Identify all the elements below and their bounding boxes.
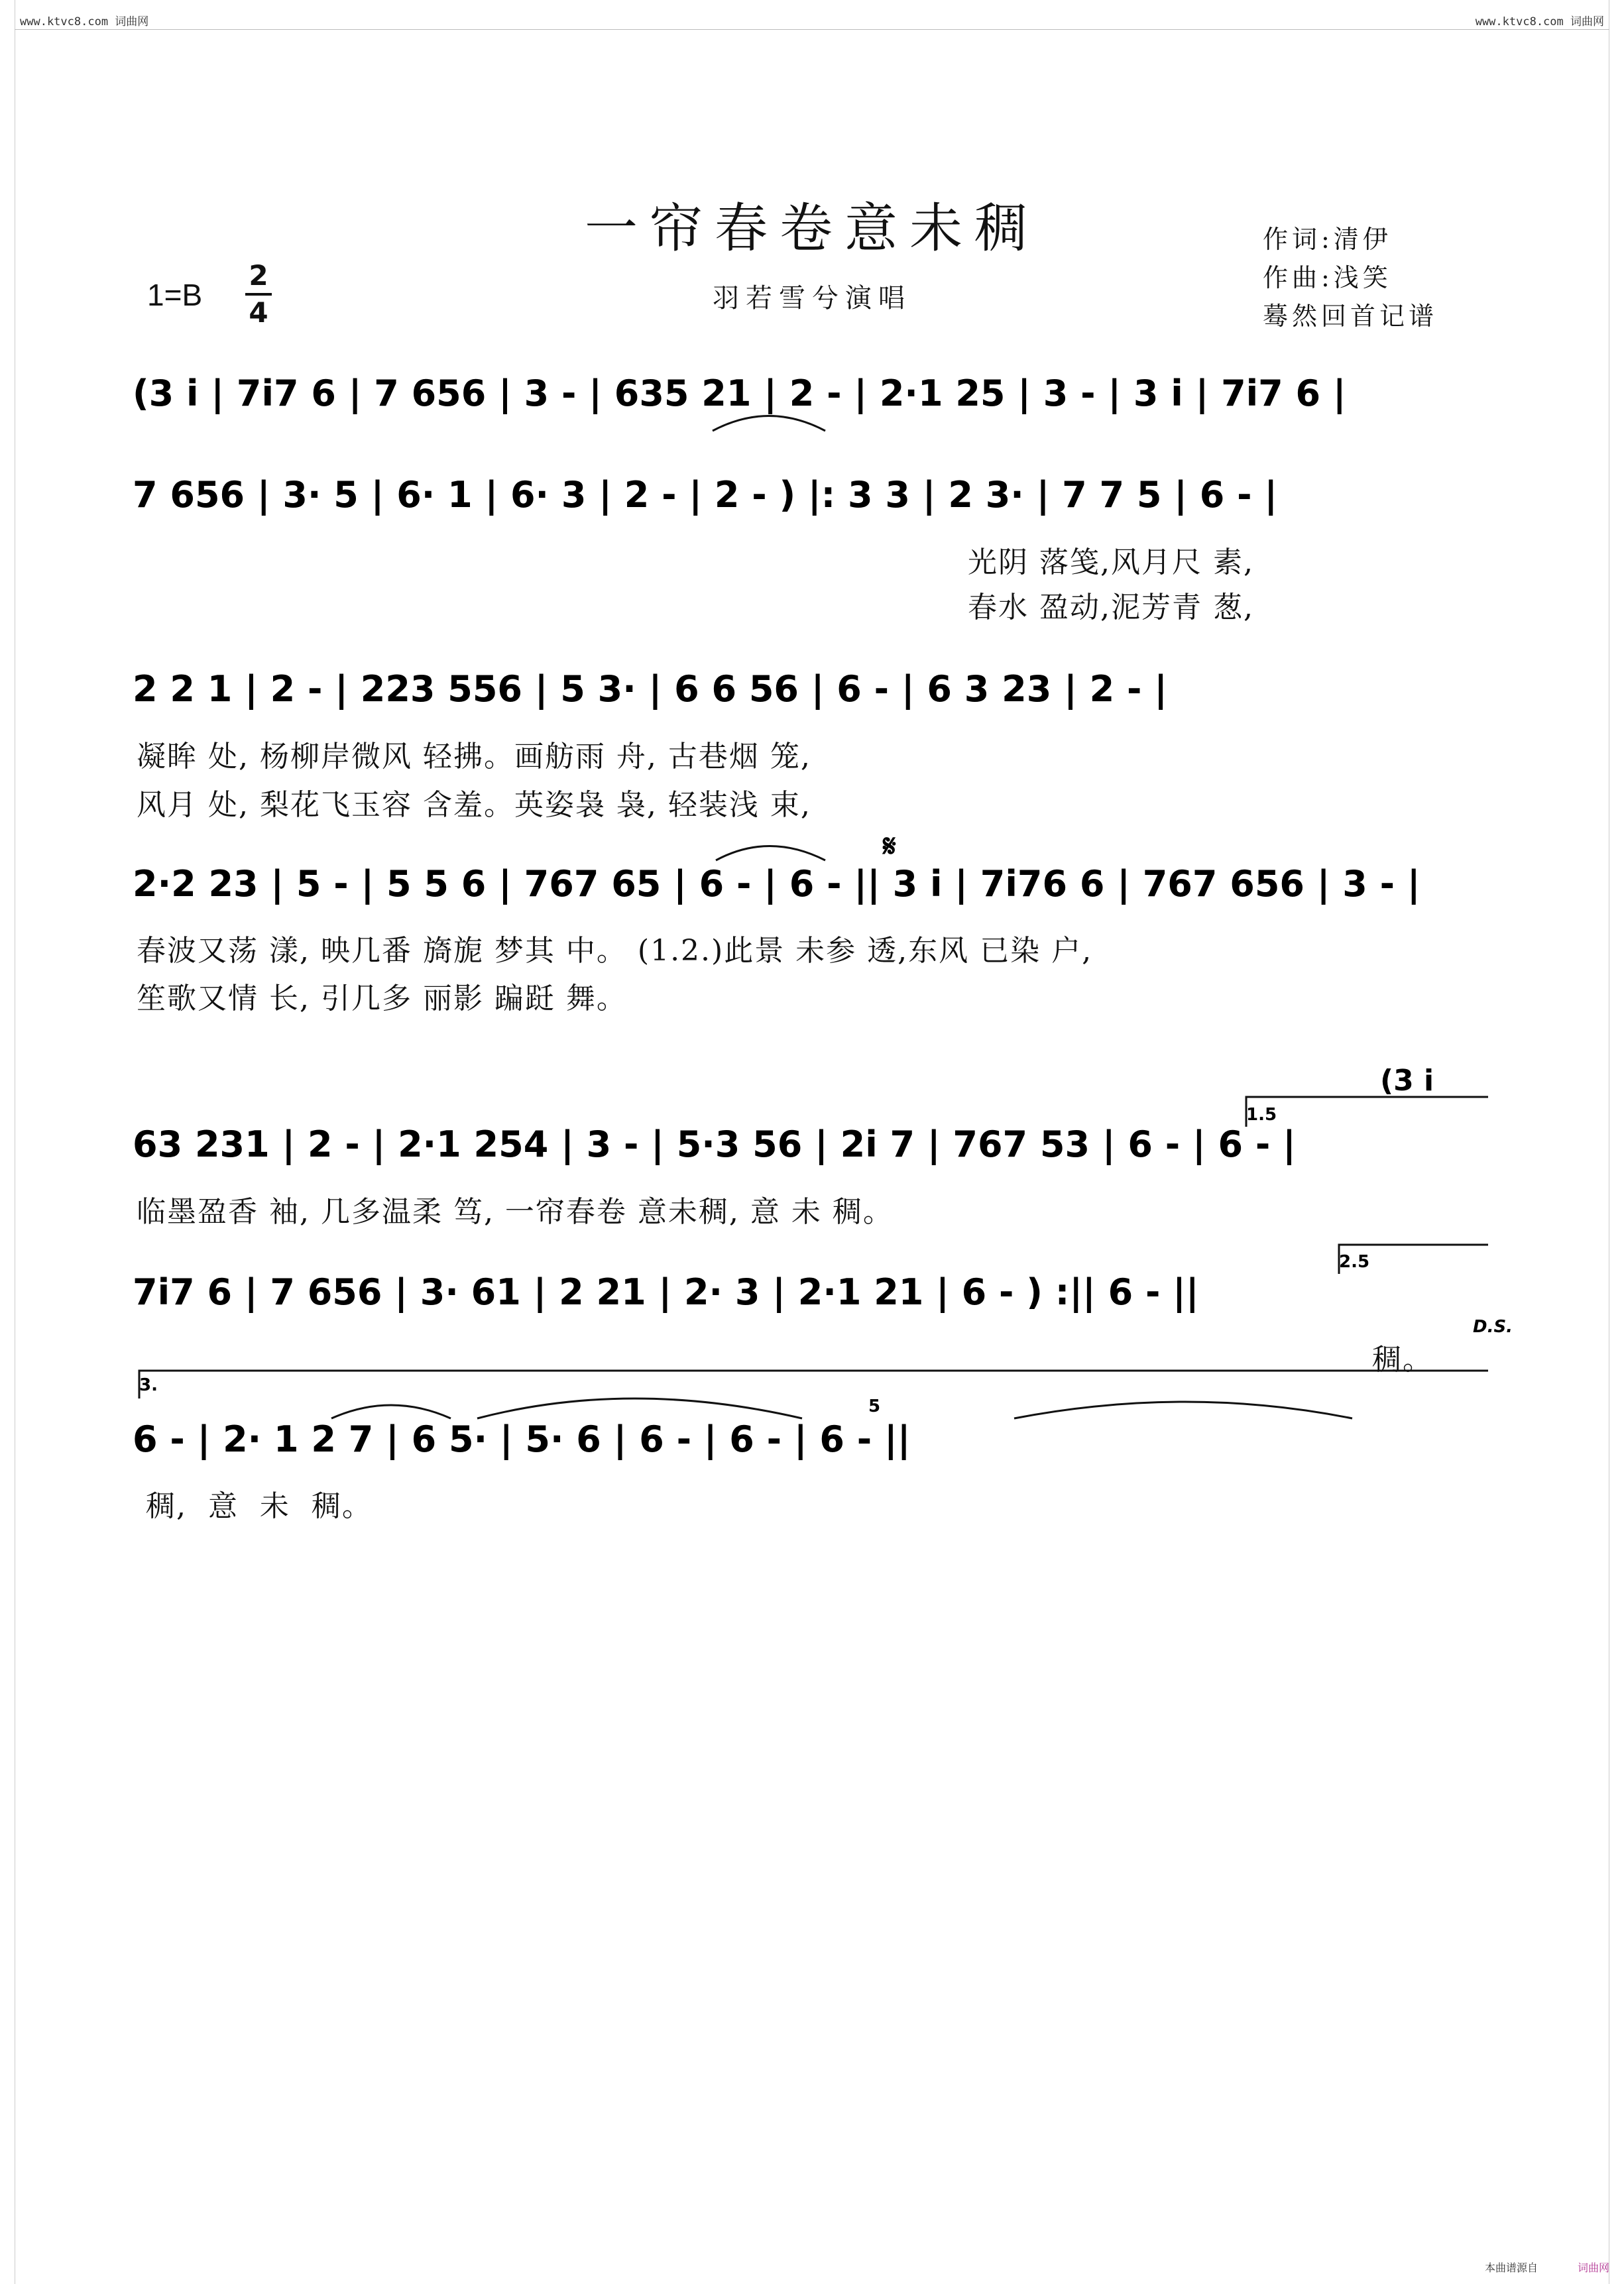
lyricist-credit: 作词:清伊: [1263, 225, 1392, 254]
grace-note-5: 5: [868, 1397, 881, 1416]
lyric-line-2b: 春水 盈动,泥芳青 葱,: [968, 591, 1254, 624]
slur-line4: [716, 846, 825, 861]
lyric-line-7a: 稠, 意 未 稠。: [146, 1489, 373, 1523]
lyric-line-5a: 临墨盈香 袖, 几多温柔 笃, 一帘春卷 意未稠, 意 未 稠。: [137, 1195, 894, 1229]
header-right-site: www.ktvc8.com 词曲网: [1475, 15, 1604, 29]
segno-sign: 𝄋: [883, 828, 896, 864]
staff-line-6: 7i7 6 | 7 656 | 3· 61 | 2 21 | 2· 3 | 2·1 21 | 6 - ) :|| 6 - ||: [133, 1271, 1199, 1313]
ds-mark: D.S.: [1473, 1317, 1513, 1337]
slur-line7a: [331, 1405, 451, 1418]
slur-line2: [713, 416, 825, 431]
staff-line-5: 63 231 | 2 - | 2·1 254 | 3 - | 5·3 56 | 2i 7 | 767 53 | 6 - | 6 - |: [133, 1123, 1296, 1165]
transcriber-credit: 蓦然回首记谱: [1263, 302, 1438, 331]
reprise-intro: (3 i: [1380, 1064, 1434, 1098]
volta-3-bracket: [139, 1371, 1488, 1399]
staff-line-7: 6 - | 2· 1 2 7 | 6 5· | 5· 6 | 6 - | 6 - | 6 - ||: [133, 1418, 911, 1460]
time-signature-bottom: 4: [249, 296, 268, 329]
header-left-site: www.ktvc8.com 词曲网: [20, 15, 149, 29]
footer-source: 本曲谱源自: [1485, 2261, 1538, 2274]
composer-credit: 作曲:浅笑: [1263, 263, 1392, 292]
lyric-line-4a: 春波又荡 漾, 映几番 旖旎 梦其 中。 (1.2.)此景 未参 透,东风 已染 户,: [137, 934, 1093, 968]
volta-1-5-label: 1.5: [1246, 1105, 1277, 1125]
lyric-line-3a: 凝眸 处, 杨柳岸微风 轻拂。画舫雨 舟, 古巷烟 笼,: [137, 740, 811, 773]
footer-site: 词曲网: [1578, 2261, 1610, 2274]
key-signature: 1=B: [147, 278, 203, 312]
staff-line-2: 7 656 | 3· 5 | 6· 1 | 6· 3 | 2 - | 2 - ) |: 3 3 | 2 3· | 7 7 5 | 6 - |: [133, 474, 1278, 516]
volta-3-label: 3.: [139, 1375, 158, 1395]
staff-line-3: 2 2 1 | 2 - | 223 556 | 5 3· | 6 6 56 | 6 - | 6 3 23 | 2 - |: [133, 668, 1167, 710]
volta-1-bracket: [1246, 1097, 1488, 1127]
song-singer: 羽若雪兮演唱: [713, 283, 911, 314]
staff-line-1: (3 i | 7i7 6 | 7 656 | 3 - | 635 21 | 2 - | 2·1 25 | 3 - | 3 i | 7i7 6 |: [133, 372, 1346, 414]
song-title: 一帘春卷意未稠: [585, 198, 1039, 259]
slur-line7b: [477, 1399, 802, 1418]
staff-line-4: 2·2 23 | 5 - | 5 5 6 | 767 65 | 6 - | 6 - || 3 i | 7i76 6 | 767 656 | 3 - |: [133, 863, 1421, 905]
lyric-line-4b: 笙歌又情 长, 引几多 丽影 蹁跹 舞。: [137, 982, 627, 1015]
time-signature-top: 2: [249, 259, 268, 292]
slur-line7c: [1014, 1402, 1352, 1418]
volta-2-5-label: 2.5: [1339, 1252, 1370, 1272]
lyric-line-2a: 光阴 落笺,风月尺 素,: [968, 545, 1254, 579]
lyric-line-6a: 稠。: [1372, 1343, 1433, 1377]
lyric-line-3b: 风月 处, 梨花飞玉容 含羞。英姿袅 袅, 轻装浅 束,: [137, 788, 811, 822]
